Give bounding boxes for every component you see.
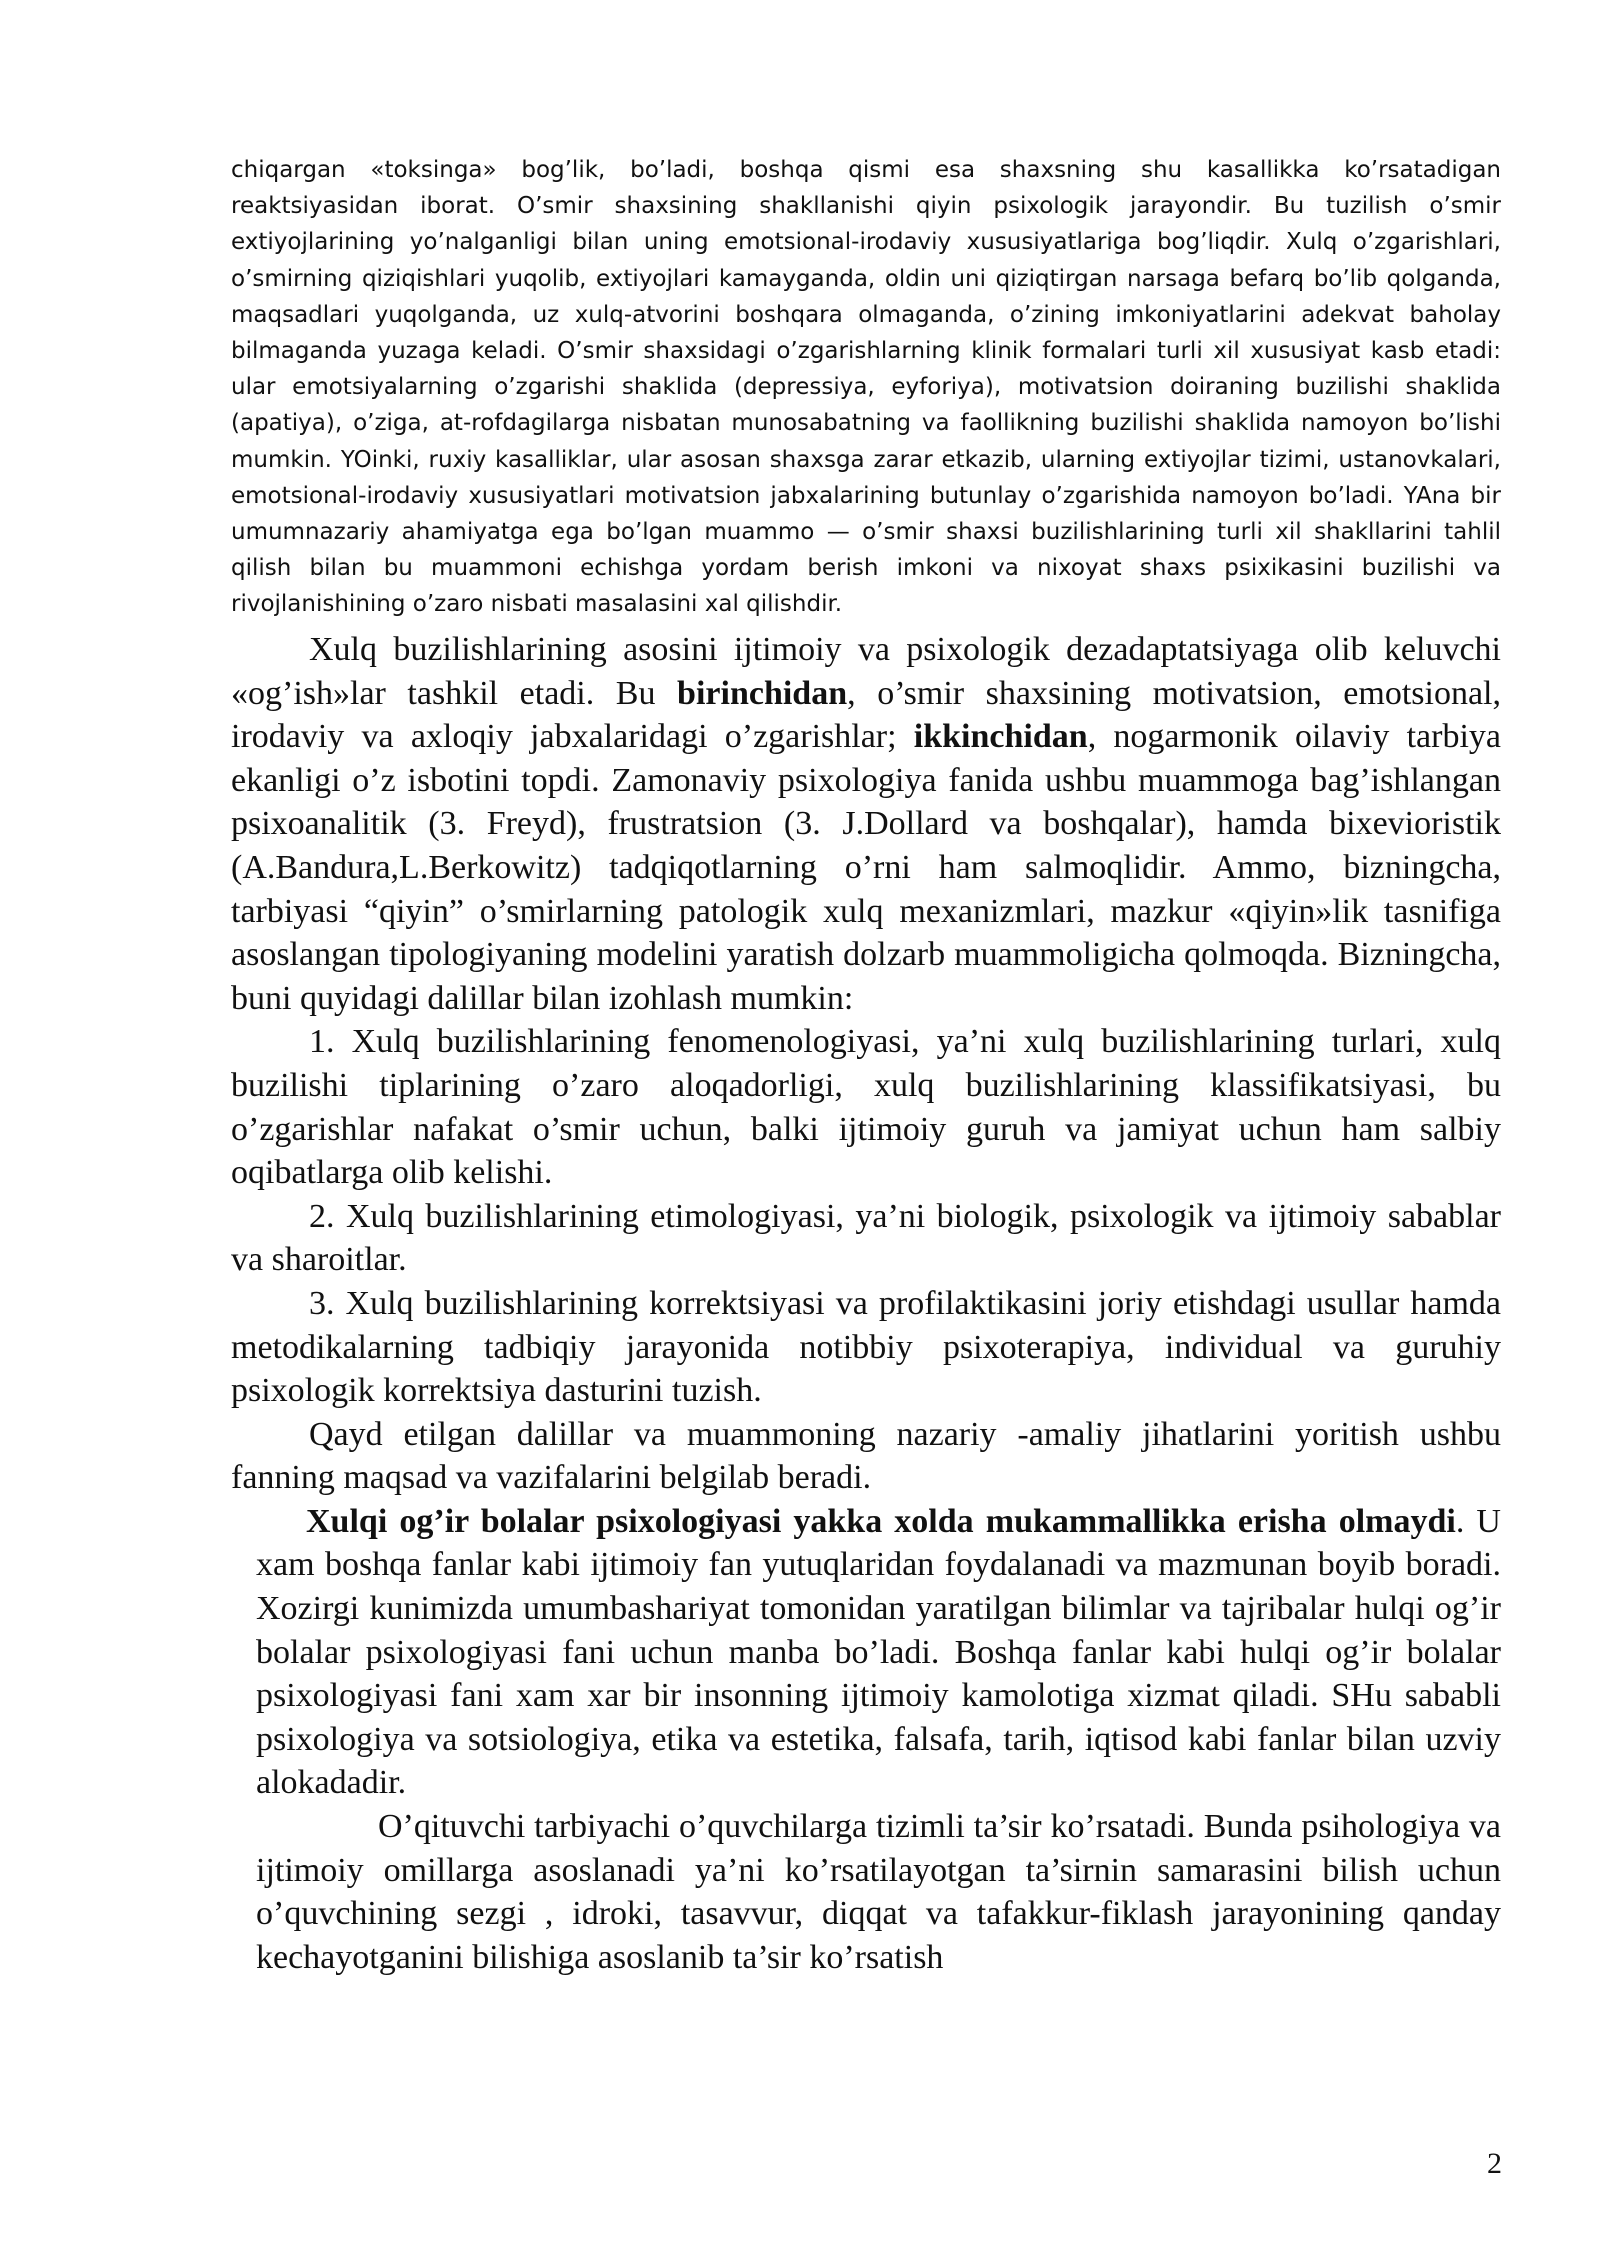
- para1-text-b: , o’smir shaxsining motivatsion, emotsional, irodaviy va axloqiy jabxalaridagi o’zgarishlar;: [231, 674, 1501, 756]
- list-item: 3. Xulq buzilishlarining korrektsiyasi va profilaktikasini joriy etishdagi usullar hamda metodikalarning tadbiqiy jarayonida notibbiy psixoterapiya, individual va guruhiy psixologik korrektsiya dasturini tuzish.: [231, 1284, 1501, 1410]
- xulqi-bold-lead: Xulqi og’ir bolalar psixologiyasi yakka xolda mukammallikka erisha olmaydi: [306, 1502, 1456, 1540]
- list-item: 1. Xulq buzilishlarining fenomenologiyasi, ya’ni xulq buzilishlarining turlari, xulq buzilishi tiplarining o’zaro aloqadorligi, xulq buzilishlarining klassifikatsiyasi, bu o’zgarishlar nafakat o’smir uchun, balki ijtimoiy guruh va jamiyat uchun ham salbiy oqibatlarga olib kelishi.: [231, 1023, 1501, 1192]
- xulqi-rest: . U xam boshqa fanlar kabi ijtimoiy fan yutuqlaridan foydalanadi va mazmunan boyib boradi. Xozirgi kunimizda umumbashariyat tomonidan yaratilgan bilimlar va tajribalar hulqi og’ir bolalar psixologiyasi fani uchun manba bo’ladi. Boshqa fanlar kabi hulqi og’ir bolalar psixologiyasi fani xam xar bir insonning ijtimoiy kamolotiga xizmat qiladi. SHu sababli psixologiya va sotsiologiya, etika va estetika, falsafa, tarih, iqtisod kabi fanlar bilan uzviy alokadadir.: [256, 1502, 1501, 1802]
- paragraph-oqituvchi: O’qituvchi tarbiyachi o’quvchilarga tizimli ta’sir ko’rsatadi. Bunda psihologiya va ijtimoiy omillarga asoslanadi ya’ni ko’rsatilayotgan ta’sirnin samarasini bilish uchun o’quvchining sezgi , idroki, tasavvur, diqqat va tafakkur-fiklash jarayonining qanday kechayotganini bilishiga asoslanib ta’sir ko’rsatish: [256, 1808, 1501, 1976]
- para1-text-a: Xulq buzilishlarining asosini ijtimoiy va psixologik dezadaptatsiyaga olib keluvchi «og’ish»lar tashkil etadi. Bu: [231, 631, 1501, 712]
- main-text-flow: [231, 628, 1501, 1979]
- top-paragraph: chiqargan «toksinga» bog’lik, bo’ladi, boshqa qismi esa shaxsning shu kasallikka ko’rsatadigan reaktsiyasidan iborat. O’smir shaxsining shakllanishi qiyin psixologik jarayondir. Bu tuzilish o’smir extiyojlarining yo’nalganligi bilan uning emotsional-irodaviy xususiyatlariga bog’liqdir. Xulq o’zgarishlari, o’smirning qiziqishlari yuqolib, extiyojlari kamayganda, oldin uni qiziqtirgan narsaga befarq bo’lib qolganda, maqsadlari yuqolganda, uz xulq-atvorini boshqara olmaganda, o’zining imkoniyatlarini adekvat baholay bilmaganda yuzaga keladi. O’smir shaxsidagi o’zgarishlarning klinik formalari turli xil xususiyat kasb etadi: ular emotsiyalarning o’zgarishi shaklida (depressiya, eyforiya), motivatsion doiraning buzilishi shaklida (apatiya), o’ziga, at-rofdagilarga nisbatan munosabatning va faollikning buzilishi shaklida namoyon bo’lishi mumkin. YOinki, ruxiy kasalliklar, ular asosan shaxsga zarar etkazib, ularning extiyojlar tizimi, ustanovkalari, emotsional-irodaviy xususiyatlari motivatsion jabxalarining butunlay o’zgarishida namoyon bo’ladi. YAna bir umumnazariy ahamiyatga ega bo’lgan muammo — o’smir shaxsi buzilishlarining turli xil shakllarini tahlil qilish bilan bu muammoni echishga yordam berish imkoni va nixoyat shaxs psixikasini buzilishi va rivojlanishining o’zaro nisbati masalasini xal qilishdir.: [231, 157, 1501, 618]
- sub-text-flow: [256, 1500, 1501, 1980]
- page-number: 2: [1487, 2147, 1502, 2180]
- paragraph-conclusion: Qayd etilgan dalillar va muammoning nazariy -amaliy jihatlarini yoritish ushbu fanning maqsad va vazifalarini belgilab beradi.: [231, 1415, 1501, 1497]
- paragraph-xulqi-ogir: [256, 1500, 1501, 1805]
- para1-text-c: , nogarmonik oilaviy tarbiya ekanligi o’z isbotini topdi. Zamonaviy psixologiya fanida ushbu muammoga bag’ishlangan psixoanalitik (3. Freyd), frustratsion (3. J.Dollard va boshqalar), hamda bixevioristik (A.Bandura,L.Berkowitz) tadqiqotlarning o’rni ham salmoqlidir. Ammo, bizningcha, tarbiyasi “qiyin” o’smirlarning patologik xulq mexanizmlari, mazkur «qiyin»lik tasnifiga asoslangan tipologiyaning modelini yaratish dolzarb muammoligicha qolmoqda. Bizningcha, buni quyidagi dalillar bilan izohlash mumkin:: [231, 718, 1501, 1017]
- para1-bold-birinchidan: birinchidan: [677, 674, 848, 712]
- para1-bold-ikkinchidan: ikkinchidan: [913, 718, 1088, 756]
- list-item: 2. Xulq buzilishlarining etimologiyasi, ya’ni biologik, psixologik va ijtimoiy sabablar va sharoitlar.: [231, 1197, 1501, 1279]
- paragraph-xulq-buzilishlari: [231, 628, 1501, 1020]
